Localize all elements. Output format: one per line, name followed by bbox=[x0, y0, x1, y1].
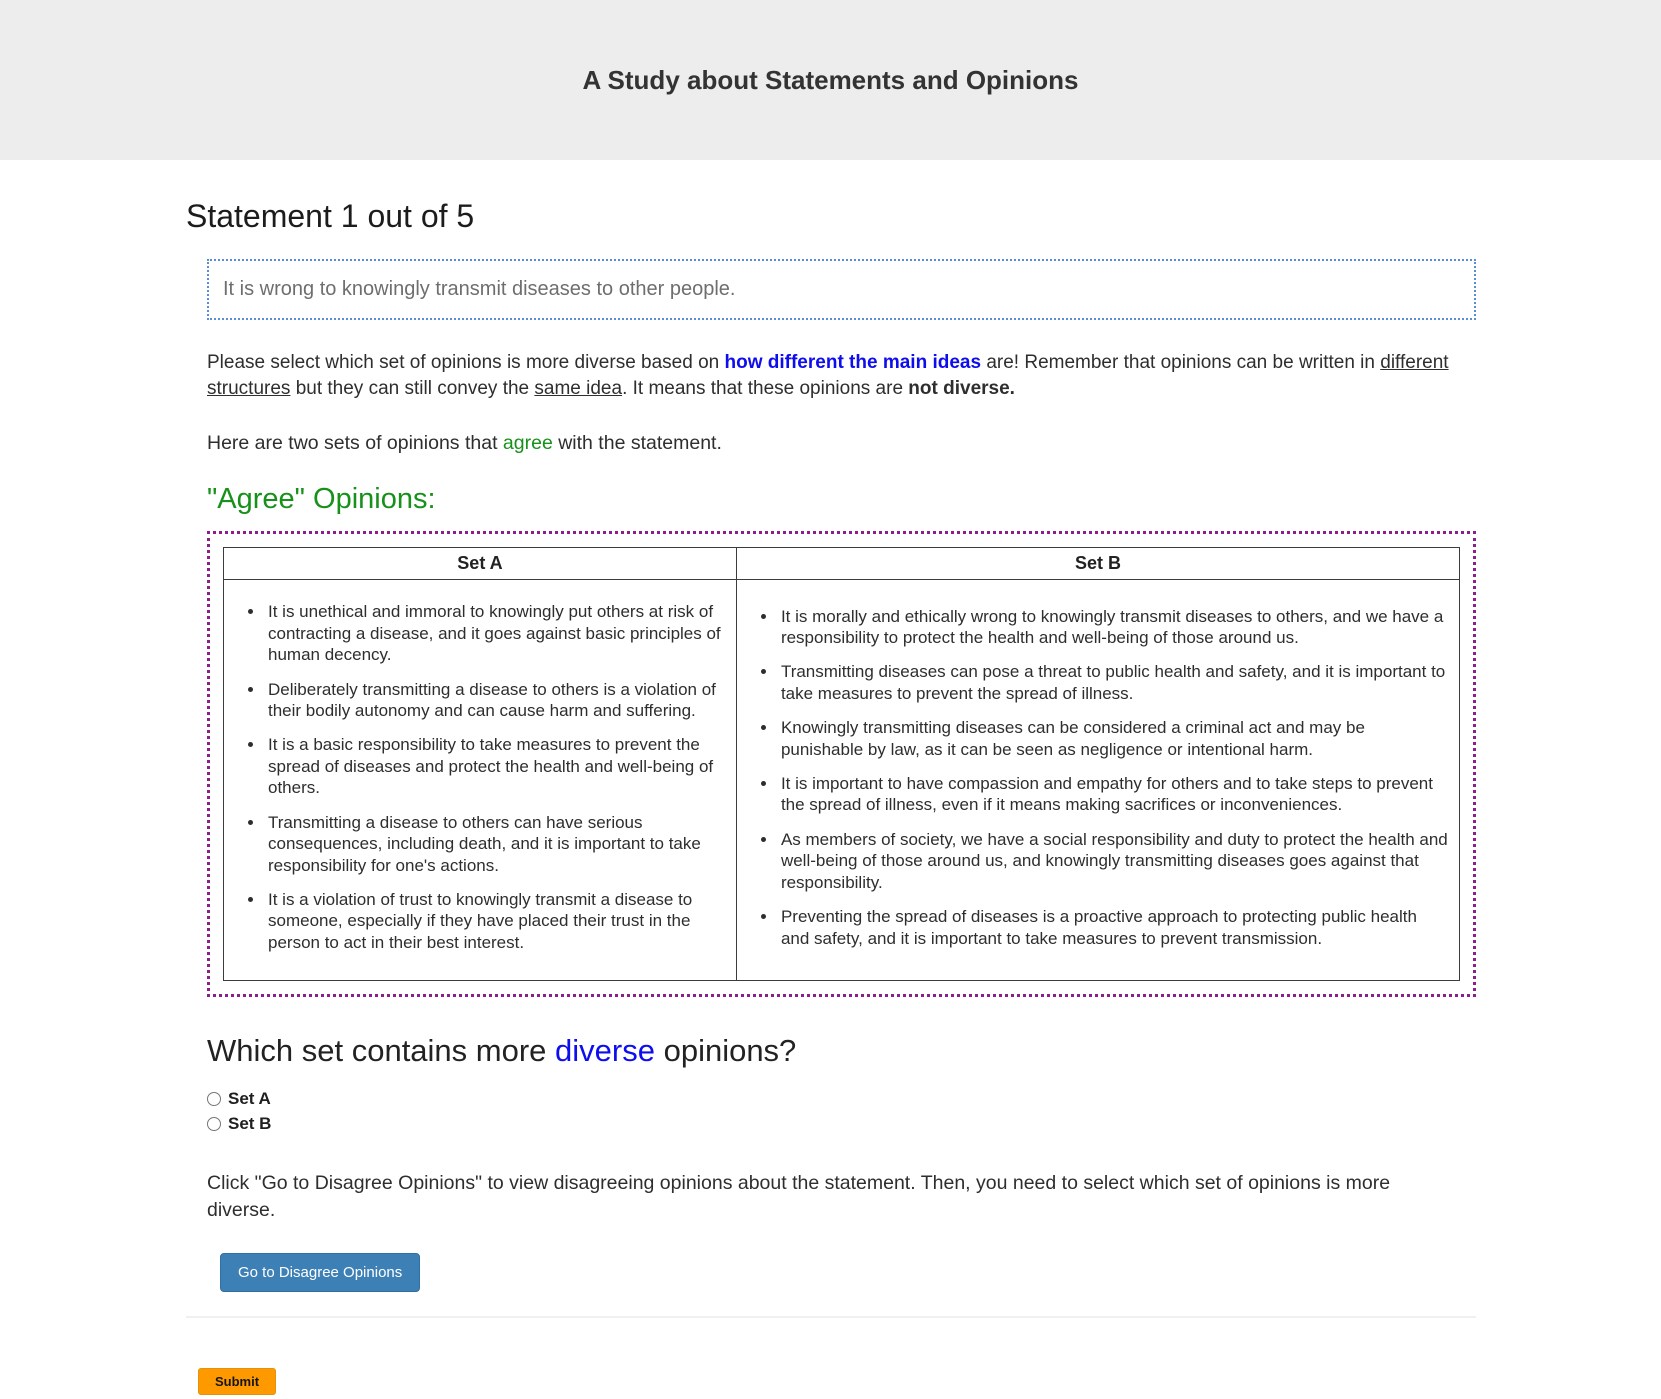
opinion-item: • Transmitting a disease to others can have serious consequences, including death, and it is important to take responsibility for one's actions. bbox=[265, 812, 726, 876]
question-heading bbox=[207, 1033, 1476, 1069]
go-to-disagree-opinions-button[interactable]: Go to Disagree Opinions bbox=[220, 1253, 420, 1292]
set-a-cell bbox=[224, 580, 737, 981]
section-divider bbox=[186, 1316, 1476, 1318]
disagree-note: Click "Go to Disagree Opinions" to view disagreeing opinions about the statement. Then, you need to select which set of opinions is more diverse. bbox=[207, 1172, 1391, 1222]
opinion-item: • It is a violation of trust to knowingly transmit a disease to someone, especially if they have placed their trust in the person to act in their best interest. bbox=[265, 889, 726, 953]
question-diverse-word: diverse bbox=[555, 1033, 655, 1069]
instructions-bold-end: not diverse. bbox=[908, 378, 1015, 400]
agree-opinions-box bbox=[207, 531, 1476, 997]
opinion-item: • It is morally and ethically wrong to knowingly transmit diseases to others, and we have a responsibility to protect the health and well-being of those around us. bbox=[778, 606, 1449, 649]
set-b-radio[interactable] bbox=[207, 1117, 221, 1131]
set-b-cell bbox=[736, 580, 1459, 981]
set-b-opinion-list bbox=[737, 606, 1449, 949]
opinion-item: • As members of society, we have a social responsibility and duty to protect the health and well-being of those around us, and knowingly transmitting diseases goes against that responsibility. bbox=[778, 829, 1449, 893]
opinion-item: • Transmitting diseases can pose a threat to public health and safety, and it is important to take measures to prevent the spread of illness. bbox=[778, 661, 1449, 704]
statement-heading: Statement 1 out of 5 bbox=[186, 198, 475, 234]
statement-text: It is wrong to knowingly transmit diseases to other people. bbox=[223, 278, 736, 300]
agree-opinions-heading: "Agree" Opinions: bbox=[207, 483, 436, 516]
instructions-underline-1: different structures bbox=[207, 352, 1449, 400]
page-header bbox=[0, 0, 1661, 160]
question-text: Which set contains more bbox=[207, 1033, 556, 1069]
opinion-item: • It is important to have compassion and empathy for others and to take steps to prevent the spread of illness, even if it means making sacrifices or inconveniences. bbox=[778, 773, 1449, 816]
opinion-item: • It is a basic responsibility to take measures to prevent the spread of diseases and protect the health and well-being of others. bbox=[265, 734, 726, 798]
instructions-text: but they can still convey the bbox=[290, 378, 535, 400]
submit-button[interactable]: Submit bbox=[198, 1368, 276, 1395]
intro-text: with the statement. bbox=[552, 432, 722, 455]
statement-box bbox=[207, 259, 1476, 320]
intro-text: Here are two sets of opinions that bbox=[207, 432, 503, 455]
instructions-underline-2: same idea bbox=[534, 378, 623, 400]
instructions-text: Please select which set of opinions is more diverse based on bbox=[207, 352, 725, 373]
opinion-item: • Preventing the spread of diseases is a proactive approach to protecting public health and safety, and it is important to take measures to prevent transmission. bbox=[778, 906, 1449, 949]
set-a-radio[interactable] bbox=[207, 1092, 221, 1106]
column-header-set-b: Set B bbox=[736, 548, 1459, 580]
table-row bbox=[224, 580, 1460, 981]
set-a-radio-label: Set A bbox=[228, 1089, 271, 1109]
opinion-item: • Deliberately transmitting a disease to others is a violation of their bodily autonomy and can cause harm and suffering. bbox=[265, 679, 726, 722]
opinions-table bbox=[223, 547, 1460, 981]
set-a-option[interactable] bbox=[207, 1089, 271, 1109]
instructions-blue-emphasis: how different the main ideas bbox=[724, 352, 982, 373]
set-b-option[interactable] bbox=[207, 1114, 271, 1134]
instructions-text: . It means that these opinions are bbox=[622, 378, 909, 400]
set-choice-radio-group bbox=[207, 1089, 1476, 1134]
intro-paragraph bbox=[207, 432, 1476, 455]
intro-agree-word: agree bbox=[502, 432, 553, 455]
opinion-item: • Knowingly transmitting diseases can be considered a criminal act and may be punishable by law, as it can be seen as negligence or intentional harm. bbox=[778, 717, 1449, 760]
column-header-set-a: Set A bbox=[224, 548, 737, 580]
question-text: opinions? bbox=[654, 1033, 797, 1069]
instructions-paragraph bbox=[207, 350, 1457, 402]
opinion-item: • It is unethical and immoral to knowingly put others at risk of contracting a disease, and it goes against basic principles of human decency. bbox=[265, 601, 726, 665]
instructions-text: are! Remember that opinions can be written in bbox=[981, 352, 1381, 373]
set-a-opinion-list bbox=[224, 601, 726, 953]
main-content bbox=[0, 198, 1661, 1395]
set-b-radio-label: Set B bbox=[228, 1114, 272, 1134]
page-title: A Study about Statements and Opinions bbox=[582, 64, 1079, 95]
